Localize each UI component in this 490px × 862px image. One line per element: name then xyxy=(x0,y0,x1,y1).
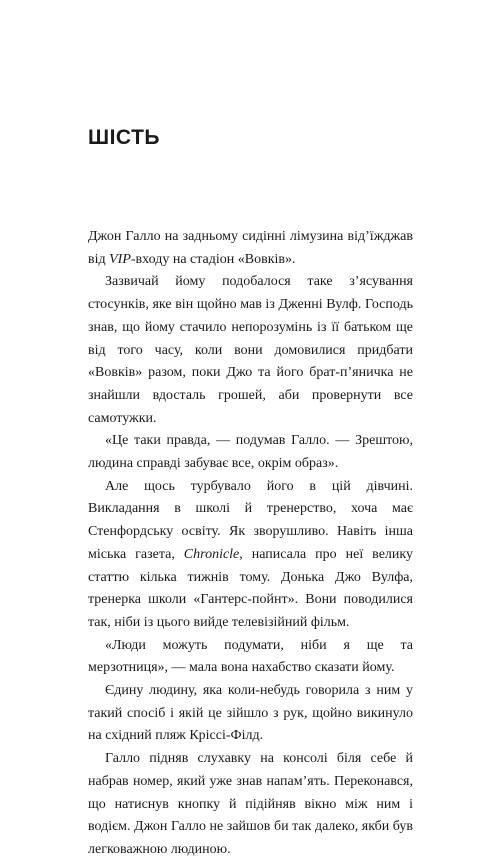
text-run: -входу на стадіон «Вовків». xyxy=(130,251,296,267)
italic-text: VIP xyxy=(109,251,131,267)
text-run: Галло підняв слухавку на консолі біля себе й набрав номер, який уже знав напам’ять. Переконався, що натиснув кнопку й підійняв вікно між ним і водієм. Джон Галло не зайшов би так далеко, якби був легковажною людиною. xyxy=(88,751,413,857)
paragraph xyxy=(88,748,413,862)
paragraph xyxy=(88,476,413,635)
paragraph xyxy=(88,680,413,748)
text-run: Джон Галло на задньому сидінні лімузина від’їжджав від xyxy=(88,229,413,267)
paragraph xyxy=(88,430,413,475)
text-run: «Люди можуть подумати, ніби я ще та мерзотниця», — мала вона нахабство сказати йому. xyxy=(88,637,413,676)
text-run: , написала про неї велику статтю кілька тижнів тому. Донька Джо Вулфа, тренерка школи «Гантерс-пойнт». Вони поводилися так, ніби із цього вийде телевізійний фільм. xyxy=(88,546,413,630)
text-run: «Це таки правда, — подумав Галло. — Зрештою, людина справді забуває все, окрім образ». xyxy=(88,433,413,472)
text-run: Але щось турбувало його в цій дівчині. Викладання в школі й тренерство, хоча має Стенфордську освіту. Як зворушливо. Навіть інша міська газета, xyxy=(88,478,413,562)
text-run: Єдину людину, яка коли-небудь говорила з ним у такий спосіб і якій це зійшло з рук, щойно викинуло на східний пляж Кріссі-Філд. xyxy=(88,683,413,744)
paragraph xyxy=(88,271,413,430)
paragraph xyxy=(88,226,413,271)
chapter-body xyxy=(88,226,413,862)
chapter-title: ШІСТЬ xyxy=(88,126,161,149)
text-run: Зазвичай йому подобалося таке з’ясування стосунків, яке він щойно мав із Дженні Вулф. Господь знав, що йому стачило непорозумінь із її батьком ще від того часу, коли вони домовилися придбати «Вовків» разом, поки Джо та його брат-п’яничка не знайшли вдосталь грошей, аби провернути все самотужки. xyxy=(88,274,413,426)
paragraph xyxy=(88,635,413,680)
italic-text: Chronicle xyxy=(183,546,240,562)
